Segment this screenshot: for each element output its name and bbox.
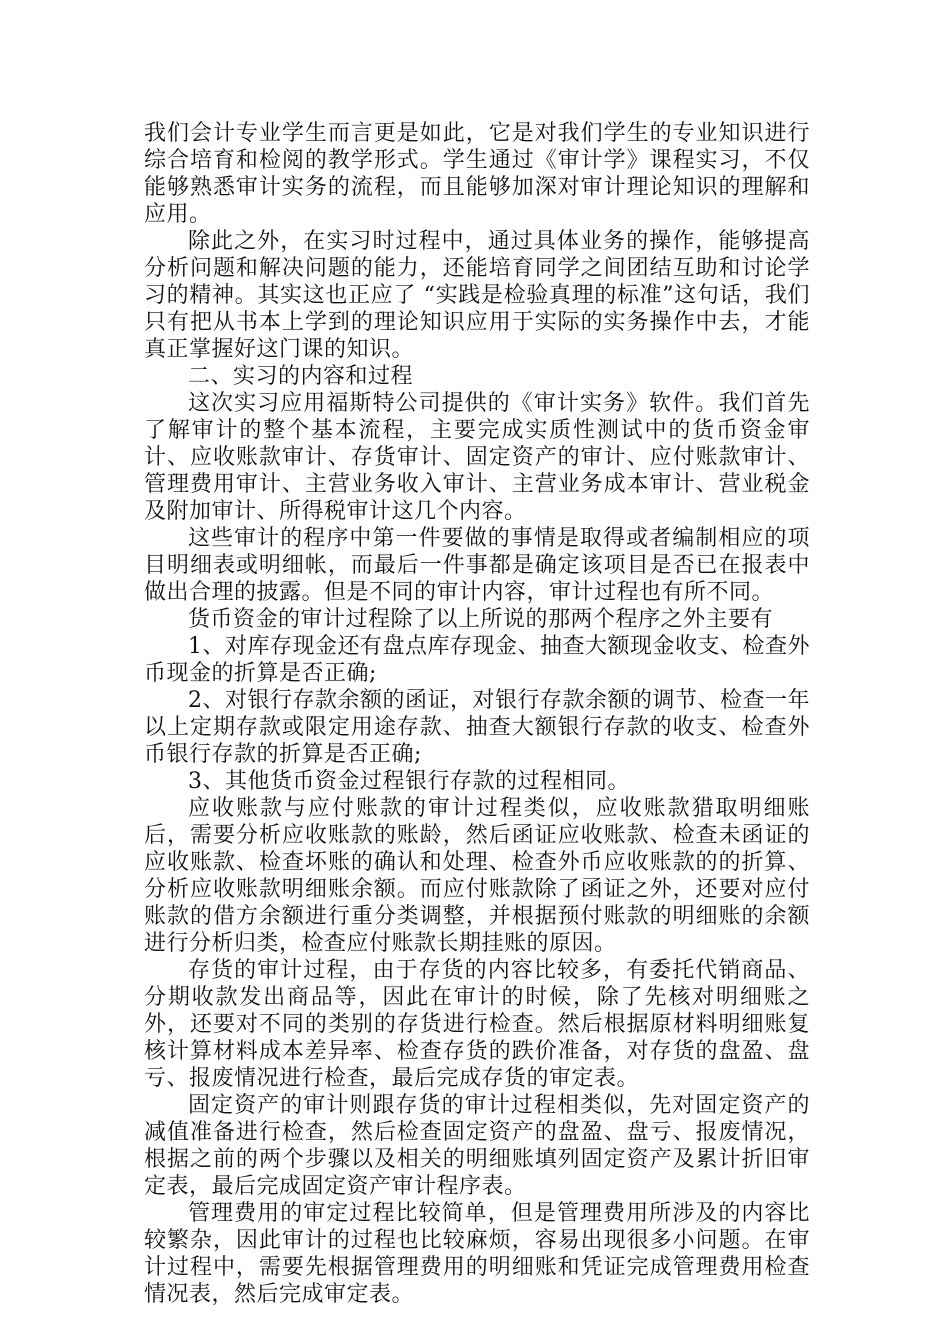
paragraph-admin-expenses-audit: 管理费用的审定过程比较简单，但是管理费用所涉及的内容比较繁杂，因此审计的过程也比较麻烦，容易出现很多小问题。在审计过程中，需要先根据管理费用的明细账和凭证完成管理费用检查情况表，然后完成审定表。 [144, 1201, 810, 1307]
paragraph-practice-benefits: 除此之外，在实习时过程中，通过具体业务的操作，能够提高分析问题和解决问题的能力，还能培育同学之间团结互助和讨论学习的精神。其实这也正应了 “实践是检验真理的标准”这句话，我们只有把从书本上学到的理论知识应用于实际的实务操作中去，才能真正掌握好这门课的知识。 [144, 229, 810, 362]
paragraph-inventory-audit: 存货的审计过程，由于存货的内容比较多，有委托代销商品、分期收款发出商品等，因此在审计的时候，除了先核对明细账之外，还要对不同的类别的存货进行检查。然后根据原材料明细账复核计算材料成本差异率、检查存货的跌价准备，对存货的盘盈、盘亏、报废情况进行检查，最后完成存货的审定表。 [144, 958, 810, 1091]
paragraph-software-overview: 这次实习应用福斯特公司提供的《审计实务》软件。我们首先了解审计的整个基本流程，主要完成实质性测试中的货币资金审计、应收账款审计、存货审计、固定资产的审计、应付账款审计、管理费用审计、主营业务收入审计、主营业务成本审计、营业税金及附加审计、所得税审计这几个内容。 [144, 391, 810, 524]
list-item-other-funds: 3、其他货币资金过程银行存款的过程相同。 [188, 769, 630, 794]
list-item-cash-on-hand: 1、对库存现金还有盘点库存现金、抽查大额现金收支、检查外币现金的折算是否正确; [144, 634, 810, 686]
paragraph-cash-audit-intro: 货币资金的审计过程除了以上所说的那两个程序之外主要有 [188, 607, 774, 632]
paragraph-audit-procedures: 这些审计的程序中第一件要做的事情是取得或者编制相应的项目明细表或明细帐，而最后一件事都是确定该项目是否已在报表中做出合理的披露。但是不同的审计内容，审计过程也有所不同。 [144, 526, 810, 605]
paragraph-continuation: 我们会计专业学生而言更是如此，它是对我们学生的专业知识进行综合培育和检阅的教学形式。学生通过《审计学》课程实习，不仅能够熟悉审计实务的流程，而且能够加深对审计理论知识的理解和应用。 [144, 121, 810, 227]
section-heading-content-process: 二、实习的内容和过程 [188, 364, 414, 389]
paragraph-receivables-payables: 应收账款与应付账款的审计过程类似，应收账款猎取明细账后，需要分析应收账款的账龄，然后函证应收账款、检查未函证的应收账款、检查坏账的确认和处理、检查外币应收账款的的折算、分析应收账款明细账余额。而应付账款除了函证之外，还要对应付账款的借方余额进行重分类调整，并根据预付账款的明细账的余额进行分析归类，检查应付账款长期挂账的原因。 [144, 796, 810, 956]
list-item-bank-deposits: 2、对银行存款余额的函证，对银行存款余额的调节、检查一年以上定期存款或限定用途存款、抽查大额银行存款的收支、检查外币银行存款的折算是否正确; [144, 688, 810, 767]
document-page [144, 120, 810, 1308]
paragraph-fixed-assets-audit: 固定资产的审计则跟存货的审计过程相类似，先对固定资产的减值准备进行检查，然后检查固定资产的盘盈、盘亏、报废情况，根据之前的两个步骤以及相关的明细账填列固定资产及累计折旧审定表，最后完成固定资产审计程序表。 [144, 1093, 810, 1199]
